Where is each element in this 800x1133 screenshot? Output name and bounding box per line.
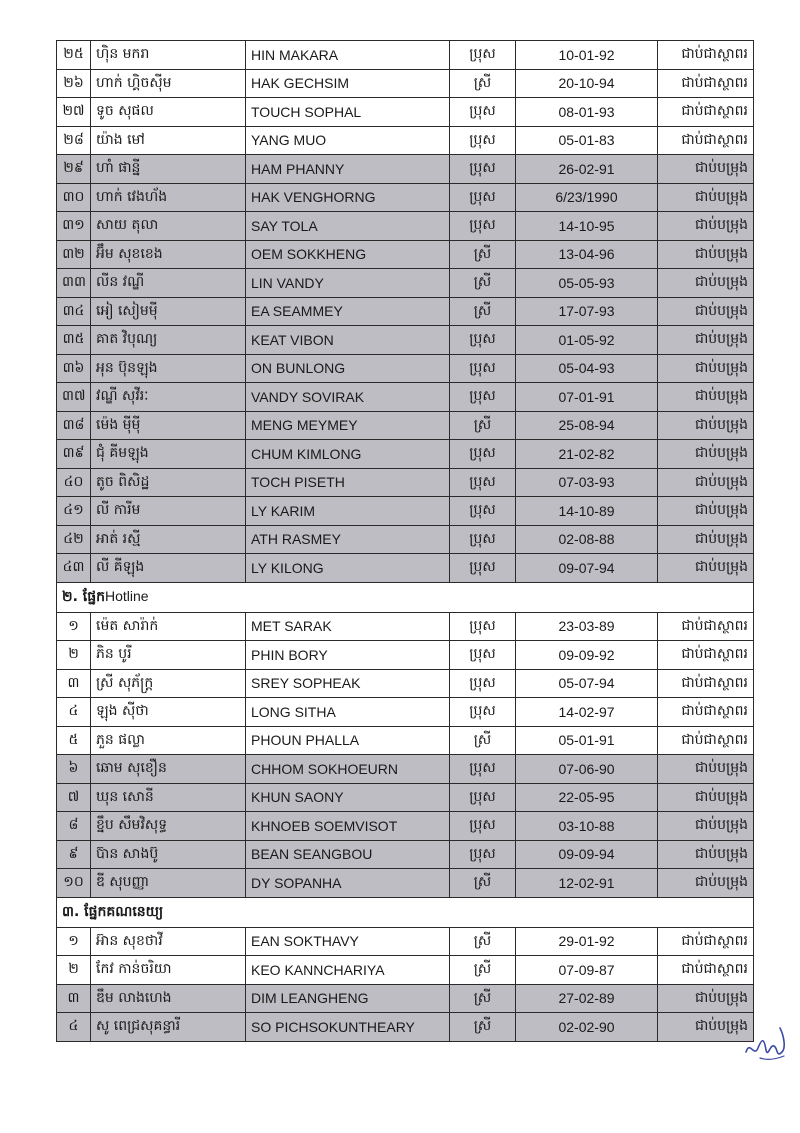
table-row — [57, 297, 754, 326]
gender: ស្រី — [450, 984, 516, 1013]
result-status: ជាប់ជាស្ថាពរ — [658, 726, 754, 755]
latin-name: KHNOEB SOEMVISOT — [246, 812, 450, 841]
gender: ប្រុស — [450, 155, 516, 184]
khmer-name: ប៊ាន សាងប៊ូ — [91, 840, 246, 869]
date-of-birth: 29-01-92 — [516, 927, 658, 956]
result-status: ជាប់ជាស្ថាពរ — [658, 927, 754, 956]
row-number: ២៦ — [57, 69, 91, 98]
gender: ប្រុស — [450, 812, 516, 841]
latin-name: TOUCH SOPHAL — [246, 98, 450, 127]
result-status: ជាប់បម្រុង — [658, 812, 754, 841]
row-number: ៣៧ — [57, 383, 91, 412]
gender: ប្រុស — [450, 440, 516, 469]
gender: ប្រុស — [450, 698, 516, 727]
row-number: ៤០ — [57, 468, 91, 497]
date-of-birth: 02-08-88 — [516, 525, 658, 554]
table-row — [57, 326, 754, 355]
result-status: ជាប់បម្រុង — [658, 783, 754, 812]
table-row — [57, 468, 754, 497]
result-status: ជាប់បម្រុង — [658, 354, 754, 383]
row-number: ២ — [57, 956, 91, 985]
table-row — [57, 383, 754, 412]
date-of-birth: 13-04-96 — [516, 240, 658, 269]
date-of-birth: 14-02-97 — [516, 698, 658, 727]
result-status: ជាប់បម្រុង — [658, 383, 754, 412]
khmer-name: អៀ សៀមម៉ី — [91, 297, 246, 326]
date-of-birth: 01-05-92 — [516, 326, 658, 355]
table-row — [57, 927, 754, 956]
date-of-birth: 6/23/1990 — [516, 183, 658, 212]
khmer-name: ឃុន សោនី — [91, 783, 246, 812]
result-status: ជាប់បម្រុង — [658, 155, 754, 184]
khmer-name: លី ការីម — [91, 497, 246, 526]
date-of-birth: 07-06-90 — [516, 755, 658, 784]
row-number: ៦ — [57, 755, 91, 784]
date-of-birth: 26-02-91 — [516, 155, 658, 184]
row-number: ៨ — [57, 812, 91, 841]
section-title — [57, 582, 754, 612]
latin-name: KEAT VIBON — [246, 326, 450, 355]
latin-name: SAY TOLA — [246, 212, 450, 241]
result-status: ជាប់បម្រុង — [658, 411, 754, 440]
date-of-birth: 05-01-83 — [516, 126, 658, 155]
khmer-name: សាយ តុលា — [91, 212, 246, 241]
gender: ស្រី — [450, 726, 516, 755]
row-number: ៣៣ — [57, 269, 91, 298]
table-row — [57, 783, 754, 812]
result-status: ជាប់បម្រុង — [658, 183, 754, 212]
result-status: ជាប់ជាស្ថាពរ — [658, 956, 754, 985]
khmer-name: លី គីឡុង — [91, 554, 246, 583]
result-status: ជាប់ជាស្ថាពរ — [658, 126, 754, 155]
latin-name: HIN MAKARA — [246, 41, 450, 70]
latin-name: ATH RASMEY — [246, 525, 450, 554]
row-number: ៣៩ — [57, 440, 91, 469]
table-row — [57, 554, 754, 583]
result-status: ជាប់បម្រុង — [658, 440, 754, 469]
gender: ស្រី — [450, 411, 516, 440]
section-title-en: Hotline — [105, 587, 149, 604]
gender: ប្រុស — [450, 326, 516, 355]
latin-name: EA SEAMMEY — [246, 297, 450, 326]
row-number: ៣១ — [57, 212, 91, 241]
date-of-birth: 14-10-89 — [516, 497, 658, 526]
khmer-name: កែវ កាន់ចរិយា — [91, 956, 246, 985]
khmer-name: ម៉េង ម៉ីម៉ី — [91, 411, 246, 440]
gender: ប្រុស — [450, 554, 516, 583]
latin-name: MENG MEYMEY — [246, 411, 450, 440]
date-of-birth: 20-10-94 — [516, 69, 658, 98]
table-row — [57, 641, 754, 670]
date-of-birth: 08-01-93 — [516, 98, 658, 127]
latin-name: TOCH PISETH — [246, 468, 450, 497]
date-of-birth: 07-01-91 — [516, 383, 658, 412]
latin-name: YANG MUO — [246, 126, 450, 155]
khmer-name: ហាក់ វេងហ័ង — [91, 183, 246, 212]
table-row — [57, 984, 754, 1013]
gender: ប្រុស — [450, 354, 516, 383]
date-of-birth: 21-02-82 — [516, 440, 658, 469]
table-row — [57, 354, 754, 383]
gender: ប្រុស — [450, 497, 516, 526]
date-of-birth: 05-05-93 — [516, 269, 658, 298]
latin-name: ON BUNLONG — [246, 354, 450, 383]
row-number: ៣៨ — [57, 411, 91, 440]
date-of-birth: 10-01-92 — [516, 41, 658, 70]
table-row — [57, 269, 754, 298]
gender: ស្រី — [450, 297, 516, 326]
table-row — [57, 240, 754, 269]
handwritten-signature — [740, 1018, 790, 1068]
result-status: ជាប់បម្រុង — [658, 212, 754, 241]
table-row — [57, 155, 754, 184]
gender: ប្រុស — [450, 183, 516, 212]
date-of-birth: 27-02-89 — [516, 984, 658, 1013]
date-of-birth: 09-09-92 — [516, 641, 658, 670]
gender: ប្រុស — [450, 641, 516, 670]
khmer-name: អុន ប៊ុនឡុង — [91, 354, 246, 383]
result-status: ជាប់ជាស្ថាពរ — [658, 612, 754, 641]
latin-name: DIM LEANGHENG — [246, 984, 450, 1013]
row-number: ១ — [57, 927, 91, 956]
gender: ប្រុស — [450, 525, 516, 554]
row-number: ២៨ — [57, 126, 91, 155]
result-status: ជាប់បម្រុង — [658, 326, 754, 355]
table-row — [57, 525, 754, 554]
result-status: ជាប់បម្រុង — [658, 269, 754, 298]
khmer-name: ឌឹម លាងហេង — [91, 984, 246, 1013]
khmer-name: អ៊ឹម សុខខេង — [91, 240, 246, 269]
khmer-name: អ៊ាន សុខថាវី — [91, 927, 246, 956]
gender: ប្រុស — [450, 755, 516, 784]
row-number: ៣៤ — [57, 297, 91, 326]
table-row — [57, 440, 754, 469]
gender: ប្រុស — [450, 126, 516, 155]
row-number: ១ — [57, 612, 91, 641]
date-of-birth: 09-07-94 — [516, 554, 658, 583]
table-row — [57, 411, 754, 440]
row-number: ៤១ — [57, 497, 91, 526]
result-status: ជាប់ជាស្ថាពរ — [658, 669, 754, 698]
date-of-birth: 02-02-90 — [516, 1013, 658, 1042]
result-status: ជាប់បម្រុង — [658, 468, 754, 497]
date-of-birth: 25-08-94 — [516, 411, 658, 440]
result-status: ជាប់បម្រុង — [658, 240, 754, 269]
row-number: ៤ — [57, 698, 91, 727]
khmer-name: ស្រី សុភ័ក្រ្ត — [91, 669, 246, 698]
date-of-birth: 09-09-94 — [516, 840, 658, 869]
latin-name: LY KILONG — [246, 554, 450, 583]
row-number: ៥ — [57, 726, 91, 755]
khmer-name: សូ ពេជ្រសុគន្ធារី — [91, 1013, 246, 1042]
result-status: ជាប់ជាស្ថាពរ — [658, 698, 754, 727]
gender: ស្រី — [450, 956, 516, 985]
gender: ស្រី — [450, 869, 516, 898]
result-status: ជាប់បម្រុង — [658, 840, 754, 869]
gender: ប្រុស — [450, 669, 516, 698]
row-number: ២៩ — [57, 155, 91, 184]
latin-name: HAM PHANNY — [246, 155, 450, 184]
khmer-name: ឆោម សុខឿន — [91, 755, 246, 784]
row-number: ៤៣ — [57, 554, 91, 583]
row-number: ៤ — [57, 1013, 91, 1042]
date-of-birth: 17-07-93 — [516, 297, 658, 326]
row-number: ៣៦ — [57, 354, 91, 383]
khmer-name: ភួន ផល្លា — [91, 726, 246, 755]
table-row — [57, 698, 754, 727]
date-of-birth: 03-10-88 — [516, 812, 658, 841]
khmer-name: វណ្ឌី សុវីរៈ — [91, 383, 246, 412]
row-number: ៣០ — [57, 183, 91, 212]
section-title — [57, 897, 754, 927]
latin-name: KEO KANNCHARIYA — [246, 956, 450, 985]
gender: ស្រី — [450, 69, 516, 98]
khmer-name: ភិន បូរី — [91, 641, 246, 670]
table-row — [57, 41, 754, 70]
khmer-name: ខ្នឹប សឹមវិសុទ្ធ — [91, 812, 246, 841]
result-status: ជាប់ជាស្ថាពរ — [658, 98, 754, 127]
latin-name: OEM SOKKHENG — [246, 240, 450, 269]
khmer-name: ហាំ ផាន្នី — [91, 155, 246, 184]
latin-name: LIN VANDY — [246, 269, 450, 298]
table-row — [57, 212, 754, 241]
gender: ប្រុស — [450, 98, 516, 127]
latin-name: LY KARIM — [246, 497, 450, 526]
latin-name: VANDY SOVIRAK — [246, 383, 450, 412]
table-row — [57, 956, 754, 985]
latin-name: DY SOPANHA — [246, 869, 450, 898]
khmer-name: ជុំ គីមឡុង — [91, 440, 246, 469]
date-of-birth: 14-10-95 — [516, 212, 658, 241]
row-number: ២៥ — [57, 41, 91, 70]
result-status: ជាប់បម្រុង — [658, 497, 754, 526]
gender: ប្រុស — [450, 783, 516, 812]
row-number: ៩ — [57, 840, 91, 869]
khmer-name: ម៉េត សារ៉ាក់ — [91, 612, 246, 641]
result-status: ជាប់បម្រុង — [658, 554, 754, 583]
date-of-birth: 05-01-91 — [516, 726, 658, 755]
gender: ស្រី — [450, 269, 516, 298]
row-number: ៤២ — [57, 525, 91, 554]
gender: ស្រី — [450, 1013, 516, 1042]
result-status: ជាប់បម្រុង — [658, 525, 754, 554]
date-of-birth: 05-07-94 — [516, 669, 658, 698]
latin-name: KHUN SAONY — [246, 783, 450, 812]
table-row — [57, 612, 754, 641]
khmer-name: ហាក់ ហ្គិចស៊ីម — [91, 69, 246, 98]
latin-name: EAN SOKTHAVY — [246, 927, 450, 956]
khmer-name: ឌី សុបញ្ញា — [91, 869, 246, 898]
latin-name: CHUM KIMLONG — [246, 440, 450, 469]
khmer-name: លីន វណ្ឌី — [91, 269, 246, 298]
date-of-birth: 07-03-93 — [516, 468, 658, 497]
row-number: ៣៥ — [57, 326, 91, 355]
latin-name: MET SARAK — [246, 612, 450, 641]
result-status: ជាប់បម្រុង — [658, 1013, 754, 1042]
gender: ប្រុស — [450, 383, 516, 412]
latin-name: SREY SOPHEAK — [246, 669, 450, 698]
table-row — [57, 812, 754, 841]
gender: ប្រុស — [450, 468, 516, 497]
table-row — [57, 726, 754, 755]
date-of-birth: 22-05-95 — [516, 783, 658, 812]
latin-name: SO PICHSOKUNTHEARY — [246, 1013, 450, 1042]
row-number: ៣ — [57, 984, 91, 1013]
khmer-name: ឡុង ស៊ីថា — [91, 698, 246, 727]
latin-name: CHHOM SOKHOEURN — [246, 755, 450, 784]
result-status: ជាប់បម្រុង — [658, 297, 754, 326]
result-status: ជាប់ជាស្ថាពរ — [658, 641, 754, 670]
result-status: ជាប់ជាស្ថាពរ — [658, 41, 754, 70]
date-of-birth: 05-04-93 — [516, 354, 658, 383]
date-of-birth: 07-09-87 — [516, 956, 658, 985]
latin-name: PHIN BORY — [246, 641, 450, 670]
row-number: ២៧ — [57, 98, 91, 127]
gender: ប្រុស — [450, 41, 516, 70]
latin-name: BEAN SEANGBOU — [246, 840, 450, 869]
latin-name: LONG SITHA — [246, 698, 450, 727]
gender: ប្រុស — [450, 612, 516, 641]
gender: ស្រី — [450, 927, 516, 956]
section-header-row — [57, 897, 754, 927]
khmer-name: យ៉ាង មៅ — [91, 126, 246, 155]
latin-name: PHOUN PHALLA — [246, 726, 450, 755]
khmer-name: ហ៊ិន មករា — [91, 41, 246, 70]
latin-name: HAK VENGHORNG — [246, 183, 450, 212]
table-row — [57, 1013, 754, 1042]
table-row — [57, 755, 754, 784]
section-header-row — [57, 582, 754, 612]
section-title-kh: ២. ផ្នែក — [62, 588, 106, 605]
result-status: ជាប់បម្រុង — [658, 755, 754, 784]
table-row — [57, 98, 754, 127]
table-row — [57, 183, 754, 212]
row-number: ៧ — [57, 783, 91, 812]
gender: ប្រុស — [450, 840, 516, 869]
table-row — [57, 126, 754, 155]
khmer-name: តូច ពិសិដ្ឋ — [91, 468, 246, 497]
date-of-birth: 12-02-91 — [516, 869, 658, 898]
table-row — [57, 497, 754, 526]
row-number: ២ — [57, 641, 91, 670]
gender: ប្រុស — [450, 212, 516, 241]
latin-name: HAK GECHSIM — [246, 69, 450, 98]
section-title-kh: ៣. ផ្នែកគណនេយ្យ — [62, 903, 164, 920]
row-number: ៣២ — [57, 240, 91, 269]
result-status: ជាប់ជាស្ថាពរ — [658, 69, 754, 98]
khmer-name: គាត វិបុណ្យ — [91, 326, 246, 355]
table-row — [57, 869, 754, 898]
gender: ស្រី — [450, 240, 516, 269]
date-of-birth: 23-03-89 — [516, 612, 658, 641]
row-number: ៣ — [57, 669, 91, 698]
table-row — [57, 840, 754, 869]
table-row — [57, 69, 754, 98]
table-row — [57, 669, 754, 698]
result-status: ជាប់បម្រុង — [658, 869, 754, 898]
khmer-name: អាត់ រស្មី — [91, 525, 246, 554]
result-status: ជាប់បម្រុង — [658, 984, 754, 1013]
staff-results-table — [56, 40, 754, 1042]
khmer-name: ទូច សុផល — [91, 98, 246, 127]
row-number: ១០ — [57, 869, 91, 898]
